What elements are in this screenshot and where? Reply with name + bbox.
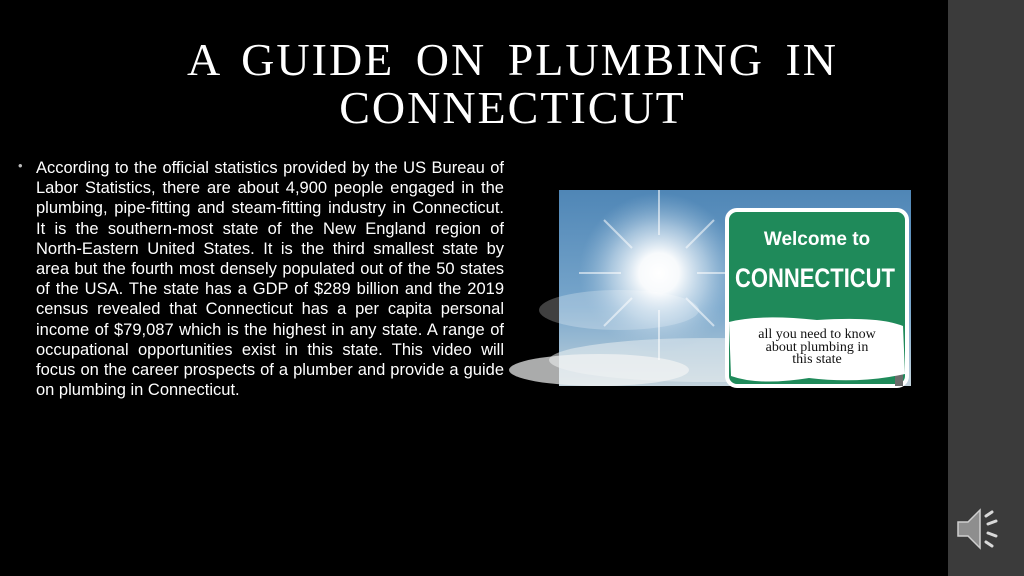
caption-line-1: all you need to know xyxy=(758,327,876,342)
caption-line-3: this state xyxy=(792,352,842,367)
speaker-icon[interactable] xyxy=(954,506,1006,552)
connecticut-sign-image xyxy=(559,190,911,386)
slide-title: A GUIDE ON PLUMBING IN CONNECTICUT xyxy=(187,34,838,133)
bullet-dot-icon: • xyxy=(18,158,23,173)
sign-state-text: CONNECTICUT xyxy=(735,263,896,293)
sign-welcome-text: Welcome to xyxy=(763,229,871,250)
caption-line-2: about plumbing in xyxy=(765,340,869,355)
bullet-paragraph: According to the official statistics provided by the US Bureau of Labor Statistics, there are about 4,900 people engaged in the plumbing, pipe-fitting and steam-fitting industry in Connecticut. It is the southern-most state of the New England region of North-Eastern United States. It is the third smallest state by area but the fourth most densely populated out of the 50 states of the USA. The state has a GDP of $289 billion and the 2019 census revealed that Connecticut has a per capita personal income of $79,087 which is the highest in any state. A range of occupational opportunities exist in this state. This video will focus on the career prospects of a plumber and provide a guide on plumbing in Connecticut. xyxy=(36,159,504,400)
slide-sidebar xyxy=(948,0,1024,576)
